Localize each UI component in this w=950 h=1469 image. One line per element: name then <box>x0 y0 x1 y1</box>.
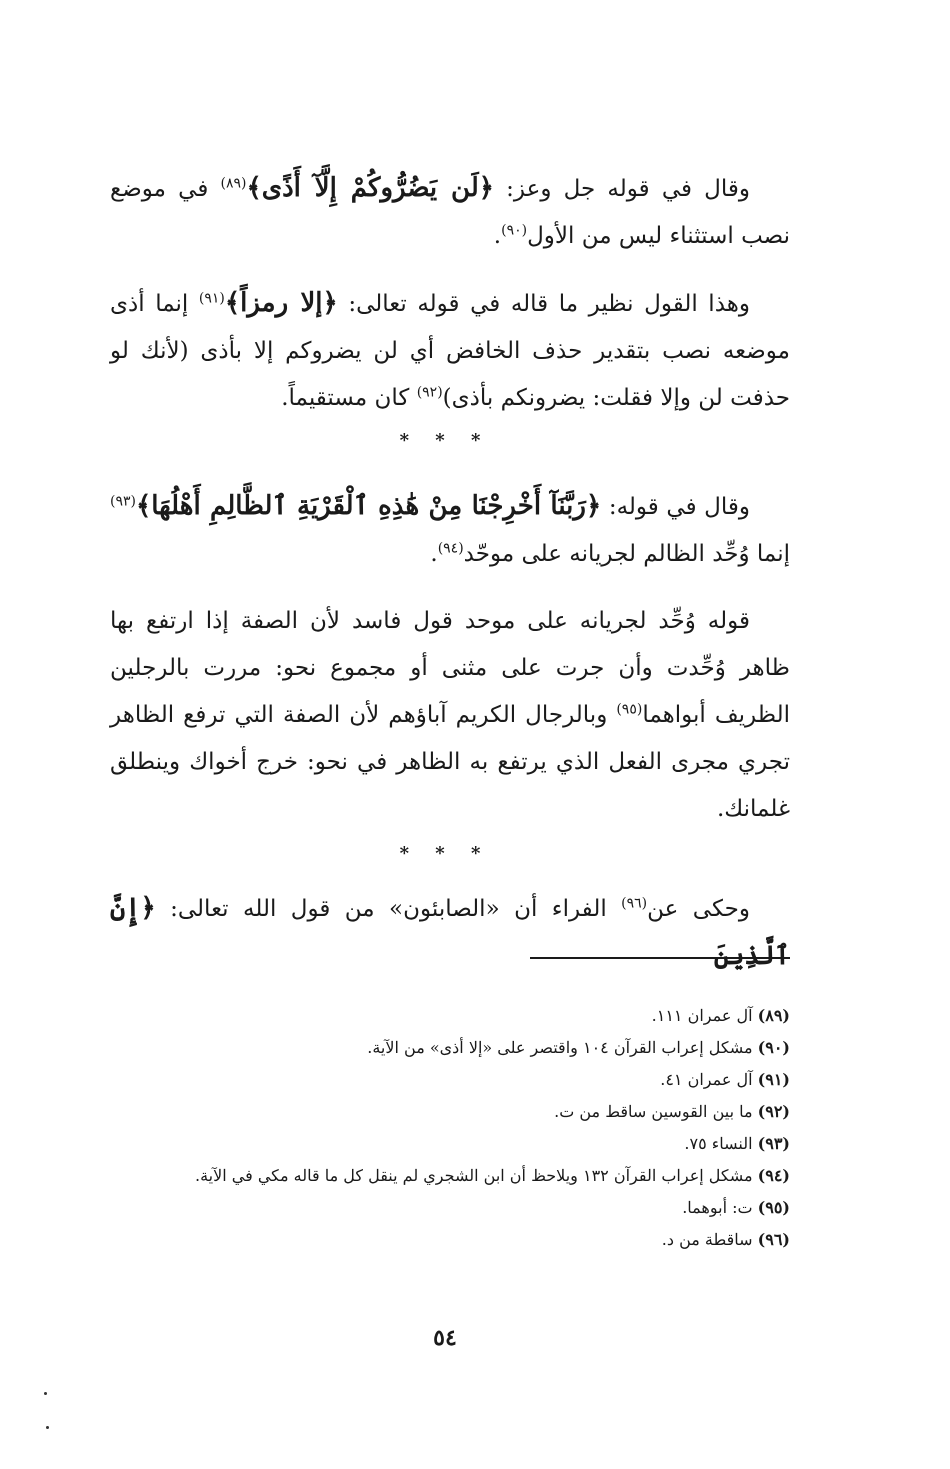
footnote-number: (٩٠) <box>757 1038 790 1057</box>
quran-verse-3: ﴿رَبَّنَآ أَخْرِجْنَا مِنْ هَٰذِهِ ٱلْقَرْيَةِ ٱلظَّالِمِ أَهْلُهَا﴾ <box>135 491 602 521</box>
paragraph-1-before: وقال في قوله جل وعز: <box>494 176 750 202</box>
footnote-number: (٩٦) <box>757 1230 790 1249</box>
footnote-ref-96[interactable]: (٩٦) <box>621 895 648 912</box>
footnote-90 <box>110 1032 790 1064</box>
quran-verse-2: ﴿إلا رمزاً﴾ <box>224 288 338 318</box>
paragraph-2-after: إنما أذى موضعه نصب بتقدير حذف الخافض أي لن يضروكم إلا بأذى (لأنك لو حذفت لن وإلا فقلت: يضرونكم بأذى) <box>110 291 790 411</box>
footnote-ref-91[interactable]: (٩١) <box>198 290 225 307</box>
paragraph-1 <box>110 165 790 260</box>
section-separator-2: * * * <box>399 843 491 864</box>
paragraph-4 <box>110 598 790 833</box>
paragraph-3-after: إنما وُحِّد الظالم لجريانه على موحّد <box>463 541 790 567</box>
paragraph-1-end: . <box>493 223 502 249</box>
footnote-text: آل عمران ٤١. <box>660 1070 758 1089</box>
quran-verse-5: ﴿إِنَّ ٱلَّذِينَ <box>110 893 790 971</box>
footnote-number: (٩٣) <box>757 1134 790 1153</box>
section-separator-1: * * * <box>399 430 491 451</box>
footnote-93 <box>110 1128 790 1160</box>
paragraph-1-after: في موضع نصب استثناء ليس من الأول <box>110 176 790 249</box>
footnote-ref-89[interactable]: (٨٩) <box>220 175 247 192</box>
footnote-number: (٩٢) <box>757 1102 790 1121</box>
footnote-ref-92[interactable]: (٩٢) <box>416 384 443 401</box>
quran-verse-1: ﴿لَن يَضُرُّوكُمْ إِلَّآ أَذًى﴾ <box>246 173 494 203</box>
footnote-92 <box>110 1096 790 1128</box>
scan-speck <box>46 1426 49 1429</box>
paragraph-2-end: كان مستقيماً. <box>281 385 417 411</box>
footnote-text: مشكل إعراب القرآن ١٠٤ واقتصر على «إلا أذى» من الآية. <box>367 1038 758 1057</box>
paragraph-5 <box>110 885 790 981</box>
paragraph-5-before: وحكى عن <box>647 896 750 922</box>
footnotes-list <box>110 1000 790 1256</box>
footnote-96 <box>110 1224 790 1256</box>
footnote-text: ساقطة من د. <box>661 1230 758 1249</box>
footnote-ref-93[interactable]: (٩٣) <box>110 493 136 510</box>
paragraph-5-after: الفراء أن «الصابئون» من قول الله تعالى: <box>155 896 622 922</box>
paragraph-2 <box>110 280 790 422</box>
footnote-text: ما بين القوسين ساقط من ت. <box>554 1102 758 1121</box>
footnote-94 <box>110 1160 790 1192</box>
paragraph-2-before: وهذا القول نظير ما قاله في قوله تعالى: <box>337 291 751 317</box>
footnote-divider <box>530 957 790 959</box>
footnote-number: (٨٩) <box>757 1006 790 1025</box>
footnote-ref-90[interactable]: (٩٠) <box>501 222 528 239</box>
footnote-text: آل عمران ١١١. <box>651 1006 758 1025</box>
footnote-number: (٩٤) <box>757 1166 790 1185</box>
footnote-ref-95[interactable]: (٩٥) <box>616 701 643 718</box>
page-number: ٥٤ <box>433 1325 457 1351</box>
footnote-number: (٩١) <box>757 1070 790 1089</box>
footnote-ref-94[interactable]: (٩٤) <box>437 540 464 557</box>
scan-speck <box>44 1392 47 1395</box>
footnote-text: مشكل إعراب القرآن ١٣٢ ويلاحظ أن ابن الشجري لم ينقل كل ما قاله مكي في الآية. <box>195 1166 758 1185</box>
paragraph-3-end: . <box>430 541 438 567</box>
paragraph-3 <box>110 483 790 578</box>
footnote-number: (٩٥) <box>757 1198 790 1217</box>
footnote-text: ت: أبوهما. <box>682 1198 758 1217</box>
paragraph-4-after: وبالرجال الكريم آباؤهم لأن الصفة التي ترفع الظاهر تجري مجرى الفعل الذي يرتفع به الظاهر في نحو: خرج أخواك وينطلق غلمانك. <box>110 702 790 822</box>
footnote-95 <box>110 1192 790 1224</box>
footnote-text: النساء ٧٥. <box>684 1134 758 1153</box>
paragraph-4-before: قوله وُحِّد لجريانه على موحد قول فاسد لأن الصفة إذا ارتفع بها ظاهر وُحِّدت وأن جرت على مثنى أو مجموع نحو: مررت بالرجلين الظريف أبواهما <box>110 608 790 728</box>
footnote-91 <box>110 1064 790 1096</box>
footnote-89 <box>110 1000 790 1032</box>
paragraph-3-before: وقال في قوله: <box>601 494 750 520</box>
